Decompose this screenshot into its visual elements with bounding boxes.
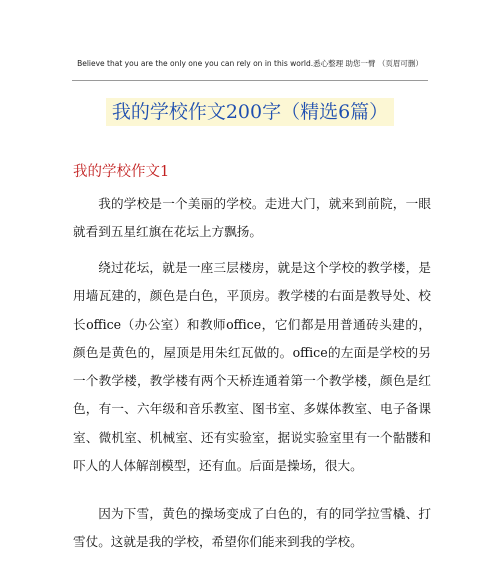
title-container [0,98,500,126]
paragraph-1: 我的学校是一个美丽的学校。走进大门，就来到前院，一眼就看到五星红旗在花坛上方飘扬。 [73,196,431,240]
paragraph-2: 绕过花坛，就是一座三层楼房，就是这个学校的教学楼，是用墙瓦建的，颜色是白色，平顶房。教学楼的右面是教导处、校长office（办公室）和教师office，它们都是用普通砖头建的，颜色是黄色的，屋顶是用朱红瓦做的。office的左面是学校的另一个教学楼，教学楼有两个天桥连通着第一个教学楼，颜色是红色，有一、六年级和音乐教室、图书室、多媒体教室、电子备课室、微机室、机械室、还有实验室，据说实验室里有一个骷髅和吓人的人体解剖模型，还有血。后面是操场，很大。 [73,260,431,474]
paragraph-3: 因为下雪，黄色的操场变成了白色的，有的同学拉雪橇、打雪仗。这就是我的学校，希望你们能来到我的学校。 [73,506,431,550]
section-heading: 我的学校作文1 [73,164,170,180]
page-header-text: Believe that you are the only one you can rely on in this world.悉心整理 助您一臂 （页眉可删） [77,59,423,68]
header-divider [72,80,428,81]
document-title: 我的学校作文200字（精选6篇） [106,98,394,126]
